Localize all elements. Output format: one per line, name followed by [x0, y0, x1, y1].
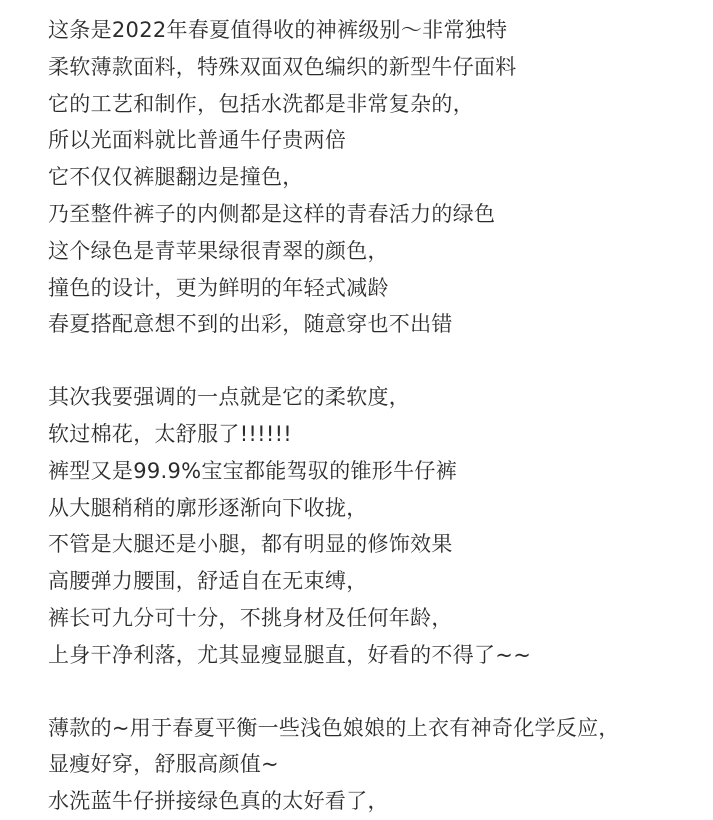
paragraph-styling [48, 710, 703, 820]
text-line: 其次我要强调的一点就是它的柔软度， [48, 385, 411, 410]
text-line: 软过棉花，太舒服了!!!!!! [48, 421, 293, 446]
text-line: 水洗蓝牛仔拼接绿色真的太好看了， [48, 789, 389, 814]
text-line: 高腰弹力腰围，舒适自在无束缚， [48, 569, 368, 594]
paragraph-design [48, 12, 703, 343]
text-line: 不管是大腿还是小腿，都有明显的修饰效果 [48, 532, 453, 557]
text-line: 这条是2022年春夏值得收的神裤级别～非常独特 [48, 18, 508, 42]
text-line: 薄款的~用于春夏平衡一些浅色娘娘的上衣有神奇化学反应， [48, 715, 620, 740]
text-line: 春夏搭配意想不到的出彩，随意穿也不出错 [48, 312, 453, 337]
text-line: 它不仅仅裤腿翻边是撞色， [48, 165, 304, 190]
text-line: 显瘦好穿，舒服高颜值~ [48, 752, 279, 777]
text-line: 裤长可九分可十分，不挑身材及任何年龄， [48, 605, 453, 630]
text-line: 这个绿色是青苹果绿很青翠的颜色， [48, 238, 389, 263]
document-body [48, 12, 703, 820]
text-line: 撞色的设计，更为鲜明的年轻式减龄 [48, 275, 389, 300]
text-line: 它的工艺和制作，包括水洗都是非常复杂的， [48, 91, 474, 116]
text-line: 所以光面料就比普通牛仔贵两倍 [48, 128, 347, 153]
text-line: 从大腿稍稍的廓形逐渐向下收拢， [48, 495, 368, 520]
text-line: 上身干净利落，尤其显瘦显腿直，好看的不得了~~ [48, 642, 532, 667]
paragraph-softness-fit [48, 379, 703, 673]
text-line: 裤型又是99.9%宝宝都能驾驭的锥形牛仔裤 [48, 458, 458, 483]
text-line: 乃至整件裤子的内侧都是这样的青春活力的绿色 [48, 201, 496, 226]
text-line: 柔软薄款面料，特殊双面双色编织的新型牛仔面料 [48, 54, 517, 79]
